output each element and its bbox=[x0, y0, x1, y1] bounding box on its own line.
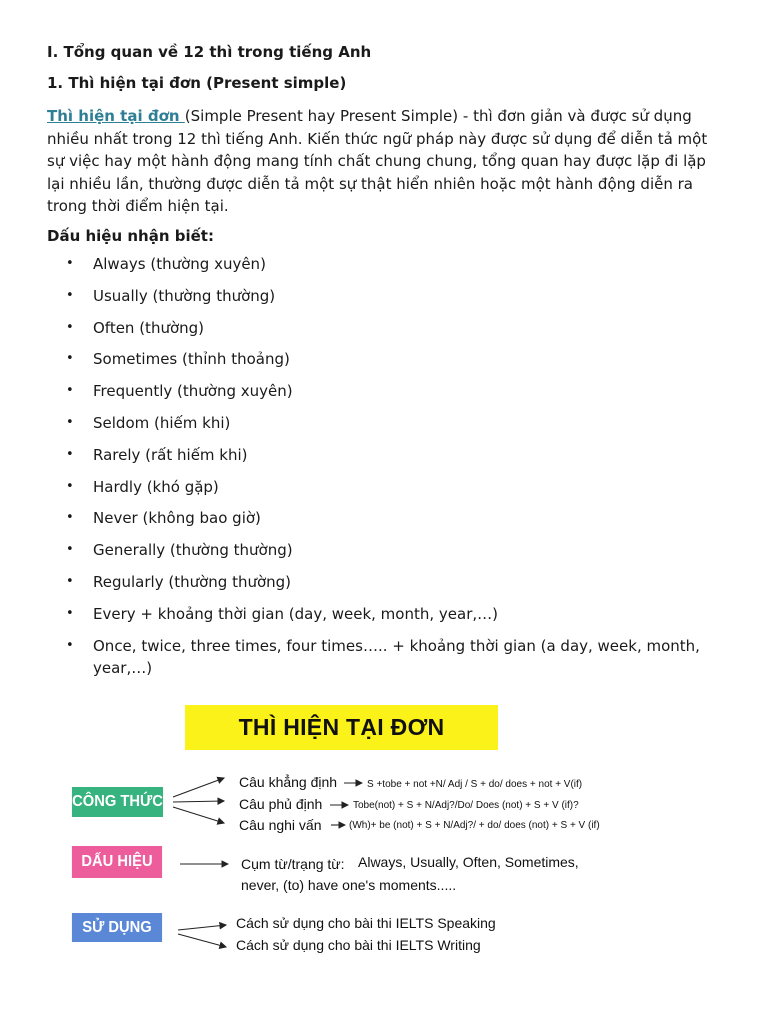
intro-paragraph bbox=[47, 105, 727, 218]
present-simple-link[interactable]: Thì hiện tại đơn bbox=[47, 107, 185, 125]
question-formula: (Wh)+ be (not) + S + N/Adj?/ + do/ does (not) + S + V (if) bbox=[349, 820, 600, 831]
list-item: • Regularly (thường thường) bbox=[47, 571, 727, 593]
arrow-icon bbox=[178, 934, 226, 947]
arrow-icon bbox=[173, 778, 224, 797]
list-item: • Usually (thường thường) bbox=[47, 285, 727, 307]
list-item: • Sometimes (thỉnh thoảng) bbox=[47, 348, 727, 370]
list-item: • Often (thường) bbox=[47, 317, 727, 339]
list-item: • Once, twice, three times, four times….. + khoảng thời gian (a day, week, month, year,…) bbox=[47, 635, 727, 679]
sign-tag: DẤU HIỆU bbox=[72, 846, 162, 878]
formula-tag: CÔNG THỨC bbox=[72, 787, 163, 817]
affirmative-formula: S +tobe + not +N/ Adj / S + do/ does + not + V(if) bbox=[367, 779, 583, 790]
arrow-icon bbox=[178, 925, 226, 930]
subsection-heading: 1. Thì hiện tại đơn (Present simple) bbox=[47, 74, 347, 92]
list-item: • Generally (thường thường) bbox=[47, 539, 727, 561]
usage-writing: Cách sử dụng cho bài thi IELTS Writing bbox=[236, 937, 481, 953]
list-item: • Rarely (rất hiếm khi) bbox=[47, 444, 727, 466]
list-item: • Never (không bao giờ) bbox=[47, 507, 727, 529]
infographic-title: THÌ HIỆN TẠI ĐƠN bbox=[185, 705, 498, 750]
arrow-icon bbox=[173, 801, 224, 802]
list-item: • Always (thường xuyên) bbox=[47, 253, 727, 275]
signs-heading: Dấu hiệu nhận biết: bbox=[47, 227, 214, 245]
usage-tag: SỬ DỤNG bbox=[72, 913, 162, 942]
negative-formula: Tobe(not) + S + N/Adj?/Do/ Does (not) + S + V (if)? bbox=[353, 800, 579, 811]
section-heading: I. Tổng quan về 12 thì trong tiếng Anh bbox=[47, 43, 372, 61]
intro-text: (Simple Present hay Present Simple) - thì đơn giản và được sử dụng nhiều nhất trong 12 thì tiếng Anh. Kiến thức ngữ pháp này được sử dụng để diễn tả một sự việc hay một hành động mang tính chất chung chung, tổng quan hay được lặp đi lặp lại nhiều lần, thường được diễn tả một sự thật hiển nhiên hoặc một hành động diễn ra trong thời điểm hiện tại. bbox=[47, 107, 708, 215]
usage-speaking: Cách sử dụng cho bài thi IELTS Speaking bbox=[236, 915, 496, 931]
question-label: Câu nghi vấn bbox=[239, 817, 322, 833]
negative-label: Câu phủ định bbox=[239, 796, 323, 812]
sign-line-1: Always, Usually, Often, Sometimes, bbox=[358, 854, 579, 870]
affirmative-label: Câu khẳng định bbox=[239, 774, 338, 790]
list-item: • Frequently (thường xuyên) bbox=[47, 380, 727, 402]
arrow-icon bbox=[173, 807, 224, 823]
present-simple-infographic bbox=[0, 690, 768, 980]
signs-list bbox=[47, 253, 727, 688]
list-item: • Hardly (khó gặp) bbox=[47, 476, 727, 498]
sign-label: Cụm từ/trạng từ: bbox=[241, 856, 345, 872]
list-item: • Seldom (hiếm khi) bbox=[47, 412, 727, 434]
sign-line-2: never, (to) have one's moments..... bbox=[241, 877, 457, 893]
list-item: • Every + khoảng thời gian (day, week, month, year,…) bbox=[47, 603, 727, 625]
